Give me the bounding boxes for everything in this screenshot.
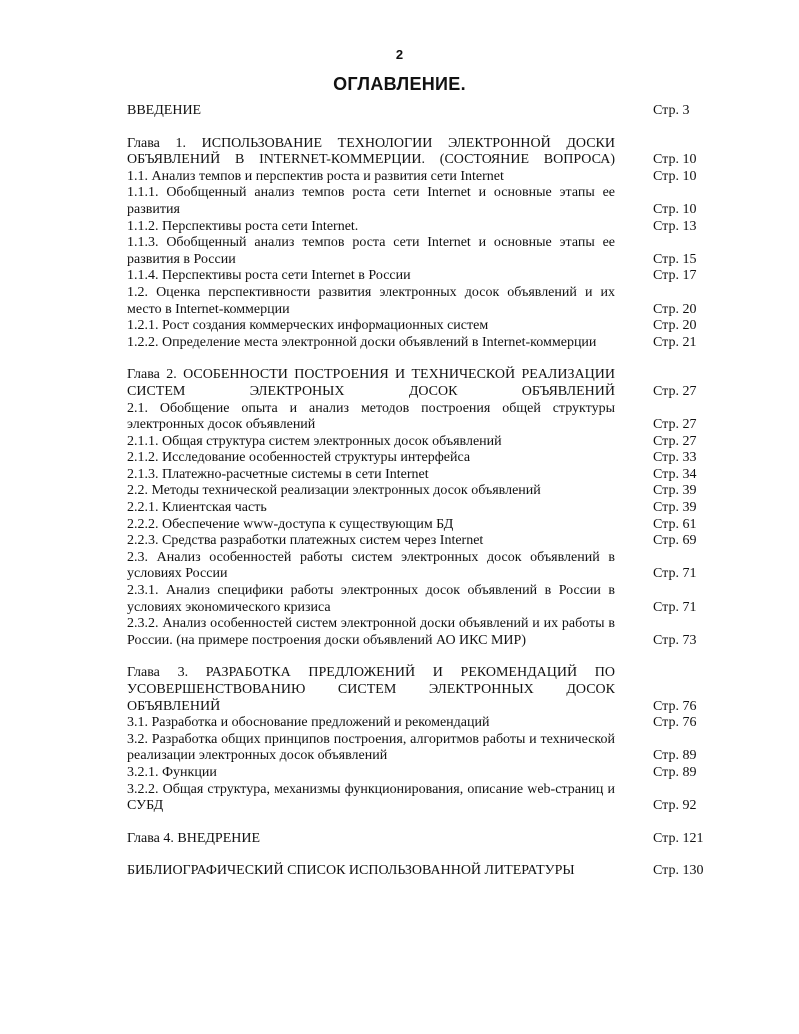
toc-entry-page: Стр. 69 — [653, 533, 697, 549]
toc-entry-page: Стр. 130 — [653, 863, 704, 879]
toc-entry-text: 2.1.3. Платежно-расчетные системы в сети Internet — [127, 466, 429, 482]
toc-entry-page: Стр. 61 — [653, 516, 697, 532]
toc-entry — [127, 500, 717, 517]
toc-entry-text: 1.1.3. Обобщенный анализ темпов роста сети Internet и основные этапы ее развития в России — [127, 235, 615, 267]
toc-entry-text: Глава 2. ОСОБЕННОСТИ ПОСТРОЕНИЯ И ТЕХНИЧЕСКОЙ РЕАЛИЗАЦИИ СИСТЕМ ЭЛЕКТРОНЫХ ДОСОК ОБЪЯВЛЕНИЙ — [127, 367, 615, 399]
toc-entry — [127, 715, 717, 732]
toc-entry — [127, 268, 717, 285]
toc-entry-chapter-1 — [127, 136, 717, 169]
toc-entry — [127, 434, 717, 451]
toc-entry-page: Стр. 27 — [653, 383, 697, 399]
toc-entry — [127, 401, 717, 434]
toc-entry-text: 3.2.1. Функции — [127, 764, 217, 780]
toc-entry-text: 2.1. Обобщение опыта и анализ методов построения общей структуры электронных досок объявлений — [127, 400, 615, 433]
toc-entry — [127, 185, 717, 218]
toc-entry — [127, 169, 717, 186]
toc-entry — [127, 550, 717, 583]
toc-entry-page: Стр. 76 — [653, 715, 697, 731]
toc-entry-text: 2.3. Анализ особенностей работы систем электронных досок объявлений в условиях России — [127, 549, 615, 582]
toc-entry — [127, 765, 717, 782]
toc-entry-page: Стр. 10 — [653, 201, 697, 217]
toc-entry-page: Стр. 39 — [653, 483, 697, 499]
toc-entry-page: Стр. 10 — [653, 168, 697, 184]
toc-entry-page: Стр. 20 — [653, 318, 697, 334]
toc-entry-page: Стр. 92 — [653, 798, 697, 814]
toc-entry-text: Глава 3. РАЗРАБОТКА ПРЕДЛОЖЕНИЙ И РЕКОМЕНДАЦИЙ ПО УСОВЕРШЕНСТВОВАНИЮ СИСТЕМ ЭЛЕКТРОННЫХ ДОСОК ОБЪЯВЛЕНИЙ — [127, 665, 615, 714]
toc-entry-page: Стр. 10 — [653, 152, 697, 168]
toc-entry — [127, 782, 717, 815]
toc-entry-text: 1.2.2. Определение места электронной доски объявлений в Internet-коммерции — [127, 334, 597, 350]
toc-entry-page: Стр. 39 — [653, 500, 697, 516]
toc-entry-text: 1.2. Оценка перспективности развития электронных досок объявлений и их место в Internet-коммерции — [127, 284, 615, 317]
toc-entry — [127, 483, 717, 500]
toc-entry-text: 2.1.1. Общая структура систем электронных досок объявлений — [127, 433, 502, 449]
toc-entry-chapter-2 — [127, 367, 717, 400]
toc-entry-page: Стр. 13 — [653, 218, 697, 234]
toc-entry-text: 2.2. Методы технической реализации электронных досок объявлений — [127, 483, 541, 499]
toc-entry — [127, 467, 717, 484]
toc-entry-chapter-4 — [127, 831, 717, 848]
toc-entry-text: ВВЕДЕНИЕ — [127, 103, 202, 118]
toc-entry-text: 1.1. Анализ темпов и перспектив роста и развития сети Internet — [127, 168, 504, 184]
toc-entry-introduction — [127, 103, 717, 120]
toc-entry-text: Глава 4. ВНЕДРЕНИЕ — [127, 830, 261, 846]
toc-entry — [127, 285, 717, 318]
toc-entry-page: Стр. 20 — [653, 301, 697, 317]
toc-entry-text: 3.2. Разработка общих принципов построения, алгоритмов работы и технической реализации электронных досок объявлений — [127, 731, 615, 764]
toc-entry-page: Стр. 3 — [653, 103, 690, 118]
toc-entry-text: 2.1.2. Исследование особенностей структуры интерфейса — [127, 450, 471, 466]
toc-entry-text: Глава 1. ИСПОЛЬЗОВАНИЕ ТЕХНОЛОГИИ ЭЛЕКТРОННОЙ ДОСКИ ОБЪЯВЛЕНИЙ В INTERNET-КОММЕРЦИИ. (СОСТОЯНИЕ ВОПРОСА) — [127, 135, 615, 168]
toc-entry-text: 2.2.2. Обеспечение www-доступа к существующим БД — [127, 516, 454, 532]
page-title: ОГЛАВЛЕНИЕ. — [333, 74, 466, 94]
toc-entry — [127, 533, 717, 550]
toc-entry — [127, 235, 717, 268]
toc-entry — [127, 318, 717, 335]
toc-entry-page: Стр. 33 — [653, 450, 697, 466]
toc-entry-page: Стр. 15 — [653, 251, 697, 267]
toc-entry-text: 2.3.1. Анализ специфики работы электронных досок объявлений в России в условиях экономического кризиса — [127, 583, 615, 615]
page-number: 2 — [395, 47, 404, 62]
toc-entry-page: Стр. 71 — [653, 599, 697, 615]
toc-entry-text: 2.3.2. Анализ особенностей систем электронной доски объявлений и их работы в России. (на примере построения доски объявлений АО ИКС МИР) — [127, 616, 615, 648]
toc-entry-text: 2.2.1. Клиентская часть — [127, 500, 267, 516]
toc-entry-page: Стр. 21 — [653, 334, 697, 350]
toc-entry-text: 1.2.1. Рост создания коммерческих информационных систем — [127, 318, 489, 334]
toc-entry-text: 2.2.3. Средства разработки платежных систем через Internet — [127, 533, 484, 549]
toc-entry — [127, 335, 717, 352]
toc-entry-page: Стр. 34 — [653, 466, 697, 482]
toc-entry-page: Стр. 73 — [653, 632, 697, 648]
toc-entry-text: 1.1.1. Обобщенный анализ темпов роста сети Internet и основные этапы ее развития — [127, 185, 615, 217]
toc-entry-page: Стр. 89 — [653, 764, 697, 780]
toc-entry-page: Стр. 89 — [653, 748, 697, 764]
toc-entry-text: 3.2.2. Общая структура, механизмы функционирования, описание web-страниц и СУБД — [127, 781, 615, 814]
toc-entry-page: Стр. 76 — [653, 698, 697, 714]
toc-entry-page: Стр. 27 — [653, 433, 697, 449]
toc-entry-page: Стр. 17 — [653, 268, 697, 284]
toc-entry — [127, 219, 717, 236]
toc-entry — [127, 450, 717, 467]
toc-entry — [127, 616, 717, 649]
toc-entry-page: Стр. 71 — [653, 566, 697, 582]
toc-entry-text: 1.1.2. Перспективы роста сети Internet. — [127, 218, 359, 234]
toc-entry-text: 3.1. Разработка и обоснование предложений и рекомендаций — [127, 715, 490, 731]
toc-entry-page: Стр. 27 — [653, 417, 697, 433]
toc-entry — [127, 517, 717, 534]
toc-entry — [127, 732, 717, 765]
toc-entry-text: 1.1.4. Перспективы роста сети Internet в России — [127, 268, 411, 284]
toc-entry-text: БИБЛИОГРАФИЧЕСКИЙ СПИСОК ИСПОЛЬЗОВАННОЙ ЛИТЕРАТУРЫ — [127, 863, 575, 879]
table-of-contents — [127, 103, 717, 880]
toc-entry-bibliography — [127, 863, 717, 880]
toc-entry — [127, 583, 717, 616]
toc-entry-chapter-3 — [127, 665, 717, 715]
toc-entry-page: Стр. 121 — [653, 830, 704, 846]
